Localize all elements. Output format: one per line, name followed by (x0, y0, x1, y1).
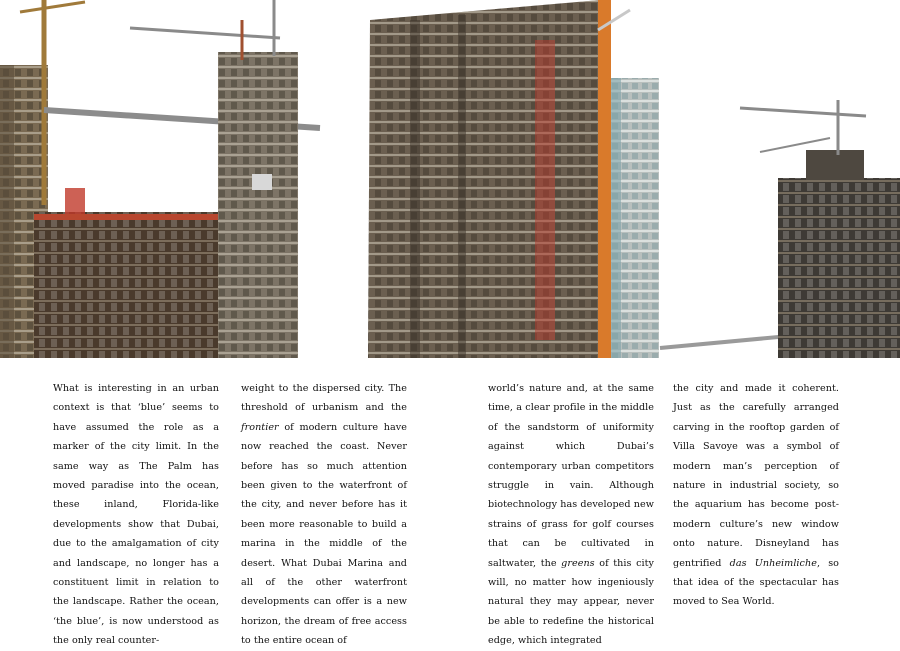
text-run: , so that idea of the spectacular has moved to Sea World. (673, 557, 840, 608)
text-run: weight to the dispersed city. The threshold of urbanism and the (241, 383, 407, 414)
italic-term: das Unheimliche (729, 557, 817, 569)
italic-term: greens (561, 557, 595, 569)
main-tower (368, 0, 600, 358)
text-column-2 (241, 379, 407, 651)
text-run: world’s nature and, at the same time, a clear profile in the middle of the sandstorm of uniformity against which Dubai’s contemporary urban competitors struggle in vain. Although biotechnology has developed new strains of grass for golf courses that can be cultivated in saltwater, the (488, 383, 654, 569)
text-column-4 (673, 379, 839, 612)
text-run: of this city will, no matter how ingeniously natural they may appear, never be able to redefine the historical edge, which integrated (488, 557, 654, 647)
glass-tower (611, 78, 659, 358)
text-run: What is interesting in an urban context is that ‘blue’ seems to have assumed the role as a marker of the city limit. In the same way as The Palm has moved paradise into the ocean, these inland, Florida-like developments show that Dubai, due to the amalgamation of city and landscape, no longer has a constituent limit in relation to the landscape. Rather the ocean, ‘the blue’, is now understood as the only real counter- (53, 383, 219, 647)
text-column-1 (53, 379, 219, 651)
low-building (34, 188, 234, 358)
italic-term: frontier (241, 421, 279, 433)
text-column-3 (488, 379, 654, 651)
text-run: the city and made it coherent. Just as the carefully arranged carving in the rooftop garden of Villa Savoye was a symbol of modern man’s perception of nature in industrial society, so the aquarium has become post-modern culture’s new window onto nature. Disneyland has gentrified (673, 383, 839, 569)
text-run: of modern culture have now reached the coast. Never before has so much attention been given to the waterfront of the city, and never before has it been more reasonable to build a marina in the middle of the desert. What Dubai Marina and all of the other waterfront developments can offer is a new horizon, the dream of free access to the entire ocean of (241, 421, 407, 647)
